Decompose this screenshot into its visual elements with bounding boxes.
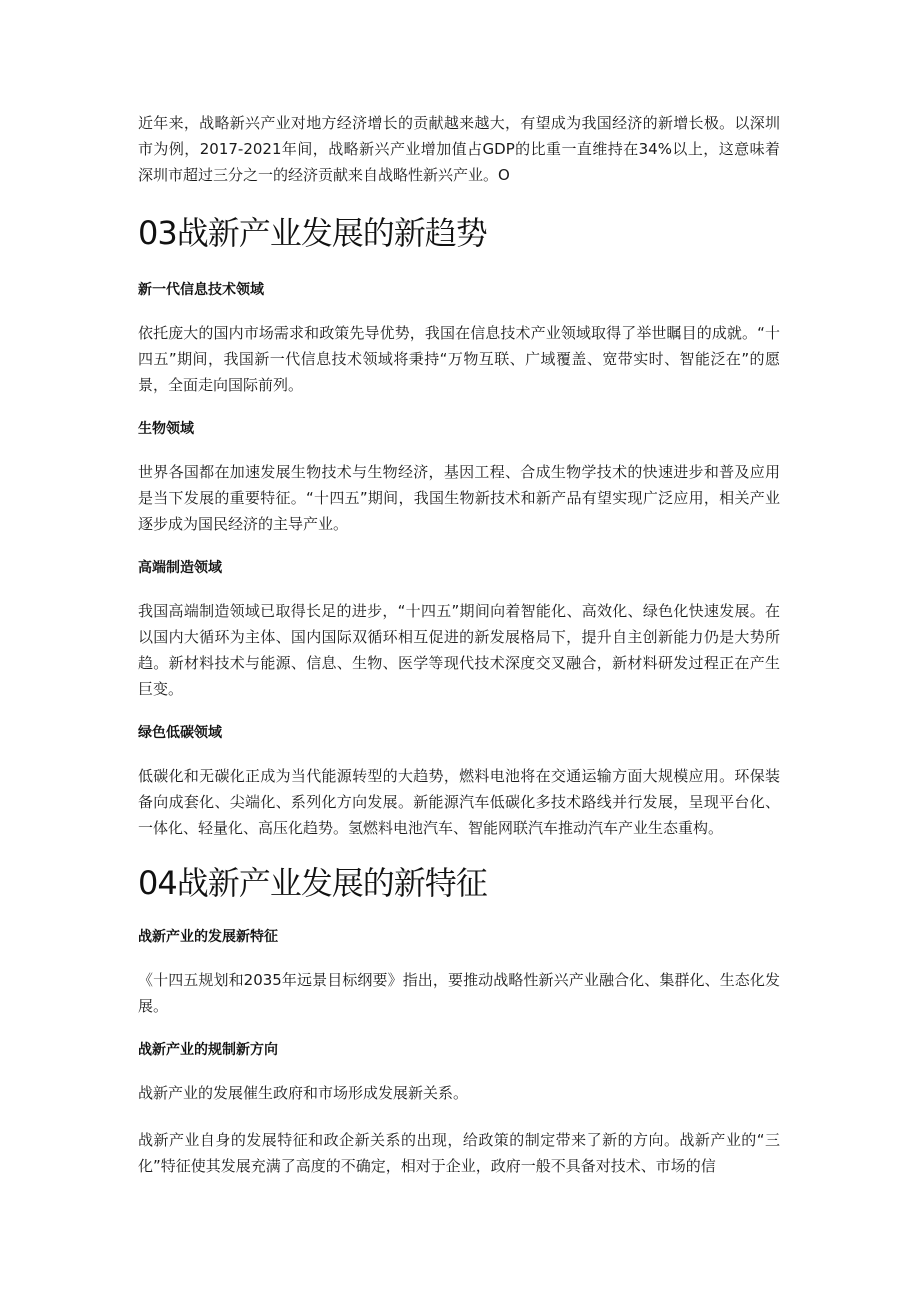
- subheading-green: 绿色低碳领域: [138, 725, 222, 741]
- paragraph-it: 依托庞大的国内市场需求和政策先导优势，我国在信息技术产业领域取得了举世瞩目的成就。“十四五”期间，我国新一代信息技术领域将秉持“万物互联、广域覆盖、宽带实时、智能泛在”的愿景，全面走向国际前列。: [138, 324, 780, 394]
- subheading-regulation: 战新产业的规制新方向: [138, 1042, 278, 1058]
- paragraph-regulation-2: 战新产业自身的发展特征和政企新关系的出现，给政策的制定带来了新的方向。战新产业的“三化”特征使其发展充满了高度的不确定，相对于企业，政府一般不具备对技术、市场的信: [138, 1131, 780, 1175]
- intro-paragraph: 近年来，战略新兴产业对地方经济增长的贡献越来越大，有望成为我国经济的新增长极。以深圳市为例，2017-2021年间，战略新兴产业增加值占GDP的比重一直维持在34%以上，这意味着深圳市超过三分之一的经济贡献来自战略性新兴产业。O: [138, 114, 780, 184]
- paragraph-bio: 世界各国都在加速发展生物技术与生物经济，基因工程、合成生物学技术的快速进步和普及应用是当下发展的重要特征。“十四五”期间，我国生物新技术和新产品有望实现广泛应用，相关产业逐步成为国民经济的主导产业。: [138, 463, 780, 533]
- subheading-it: 新一代信息技术领域: [138, 282, 264, 298]
- section-03-title: 03战新产业发展的新趋势: [138, 214, 487, 252]
- subheading-features: 战新产业的发展新特征: [138, 929, 278, 945]
- subheading-bio: 生物领域: [138, 421, 194, 437]
- section-04-title: 04战新产业发展的新特征: [138, 864, 487, 902]
- paragraph-features: 《十四五规划和2035年远景目标纲要》指出，要推动战略性新兴产业融合化、集群化、生态化发展。: [138, 971, 780, 1015]
- paragraph-manufacturing: 我国高端制造领域已取得长足的进步，“十四五”期间向着智能化、高效化、绿色化快速发展。在以国内大循环为主体、国内国际双循环相互促进的新发展格局下，提升自主创新能力仍是大势所趋。新材料技术与能源、信息、生物、医学等现代技术深度交叉融合，新材料研发过程正在产生巨变。: [138, 602, 780, 698]
- document-page: [138, 110, 780, 1179]
- paragraph-regulation-1: 战新产业的发展催生政府和市场形成发展新关系。: [138, 1084, 469, 1102]
- subheading-manufacturing: 高端制造领域: [138, 560, 222, 576]
- paragraph-green: 低碳化和无碳化正成为当代能源转型的大趋势，燃料电池将在交通运输方面大规模应用。环保装备向成套化、尖端化、系列化方向发展。新能源汽车低碳化多技术路线并行发展，呈现平台化、一体化、轻量化、高压化趋势。氢燃料电池汽车、智能网联汽车推动汽车产业生态重构。: [138, 767, 780, 837]
